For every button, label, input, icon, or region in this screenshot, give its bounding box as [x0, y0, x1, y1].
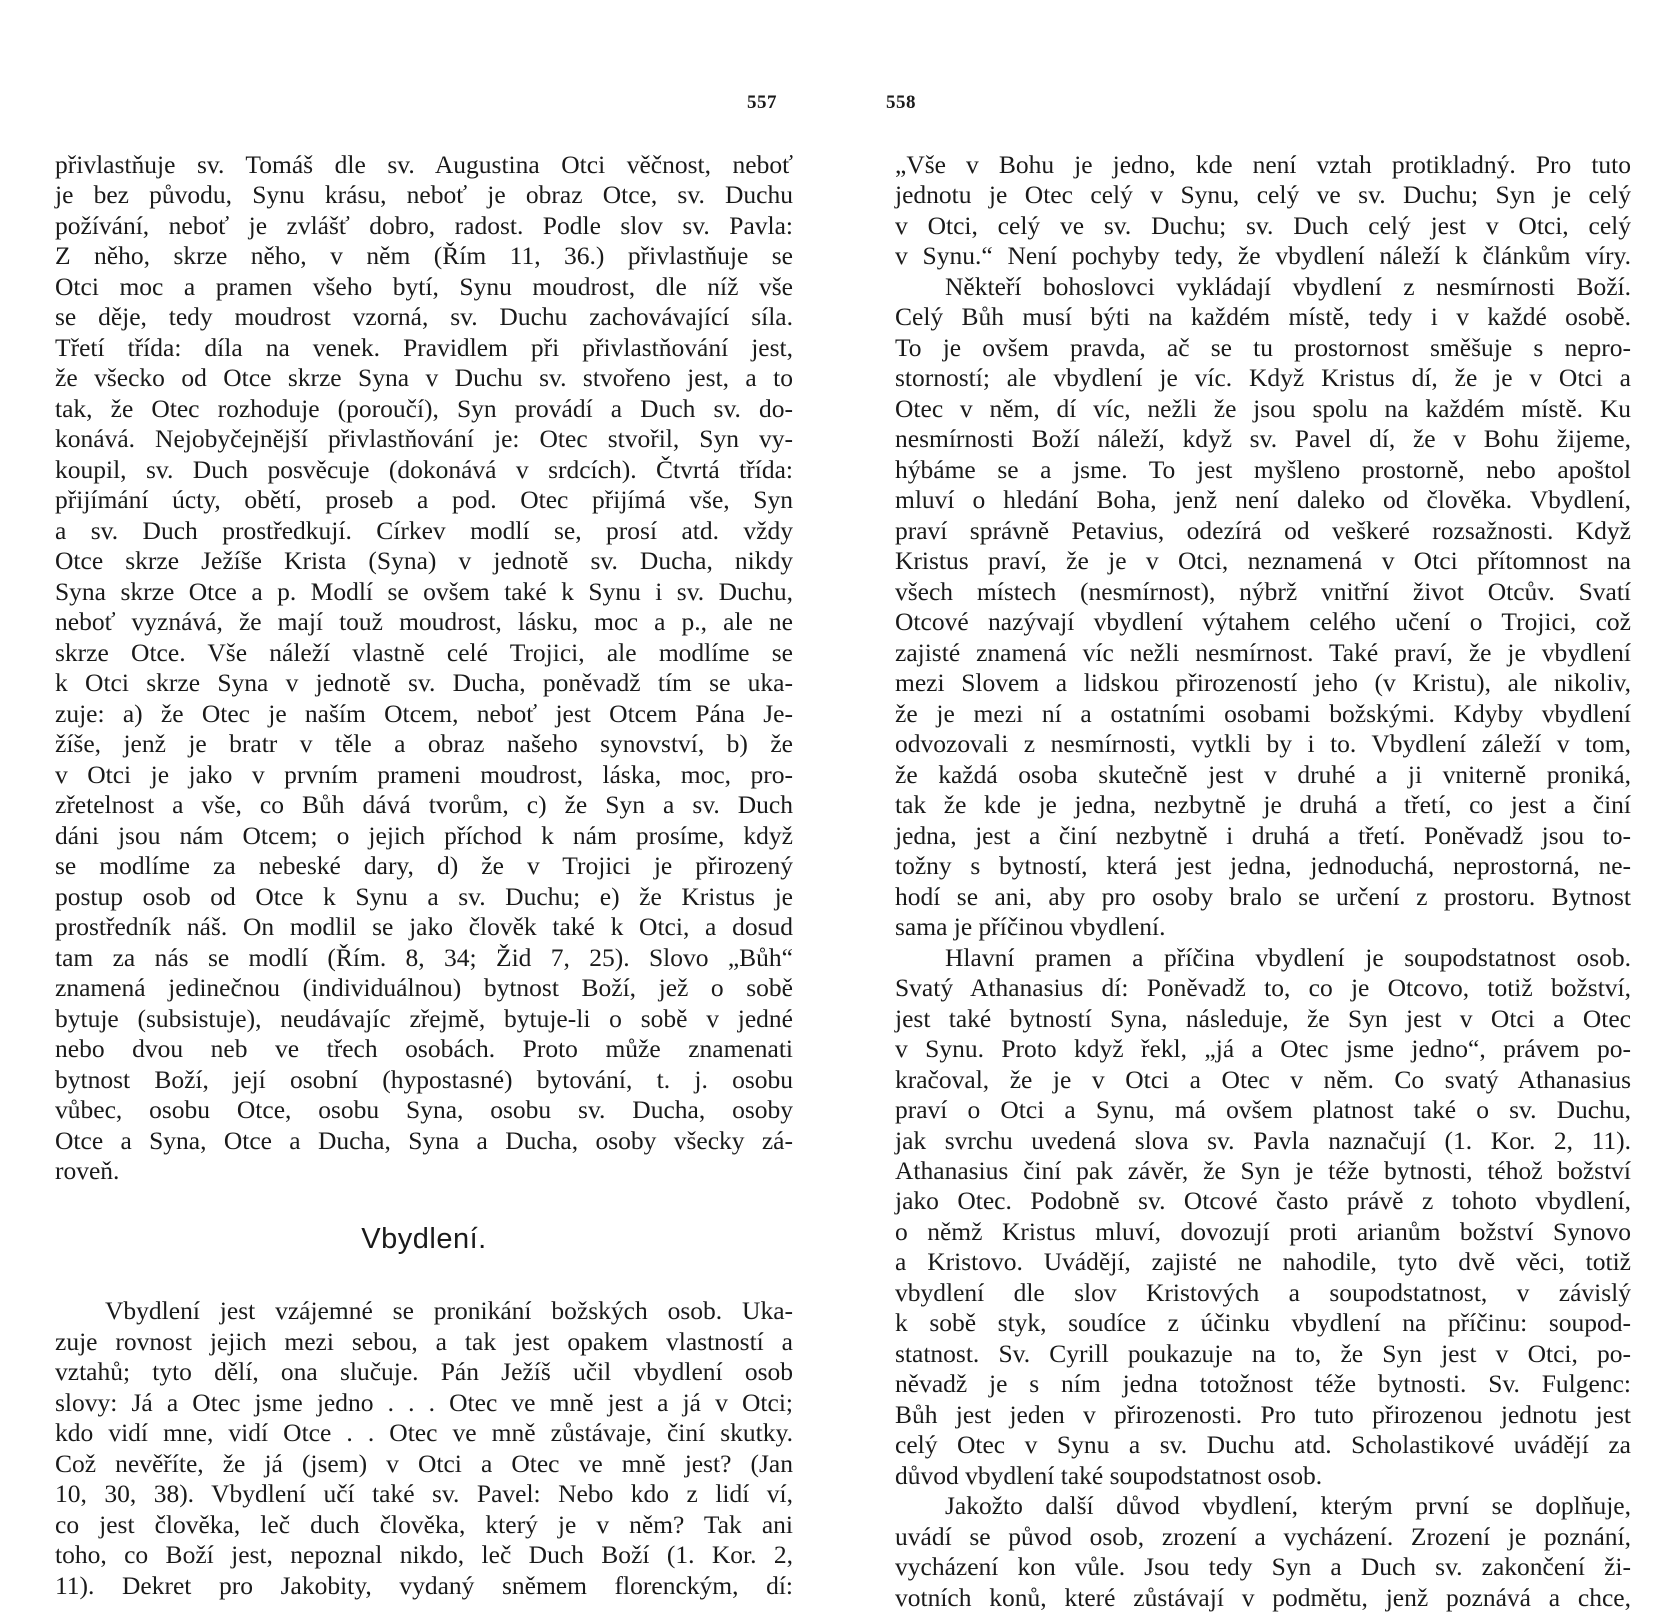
text-line: hýbáme se a jsme. To jest myšleno prostorně, nebo apoštol [895, 454, 1631, 484]
text-line: Otce a Syna, Otce a Ducha, Syna a Ducha, osoby všecky zá- [55, 1125, 793, 1155]
text-line: statnost. Sv. Cyrill poukazuje na to, že Syn jest v Otci, po- [895, 1338, 1631, 1368]
text-line: tam za nás se modlí (Řím. 8, 34; Žid 7, 25). Slovo „Bůh“ [55, 942, 793, 972]
text-line: vůbec, osobu Otce, osobu Syna, osobu sv. Ducha, osoby [55, 1095, 793, 1125]
text-line: k Otci skrze Syna v jednotě sv. Ducha, poněvadž tím se uka- [55, 668, 793, 698]
text-line: jak svrchu uvedená slova sv. Pavla naznačují (1. Kor. 2, 11). [895, 1125, 1631, 1155]
text-line: toho, co Boží jest, nepoznal nikdo, leč Duch Boží (1. Kor. 2, [55, 1540, 793, 1570]
text-line: je bez původu, Synu krásu, neboť je obraz Otce, sv. Duchu [55, 180, 793, 210]
text-line: přivlastňuje sv. Tomáš dle sv. Augustina Otci věčnost, neboť [55, 150, 793, 179]
text-line: Otec v něm, dí víc, nežli že jsou spolu na každém místě. Ku [895, 393, 1631, 423]
text-line: znamená jedinečnou (individuálnou) bytnost Boží, jež o sobě [55, 973, 793, 1003]
text-line: konává. Nejobyčejnější přivlastňování je: Otec stvořil, Syn vy- [55, 424, 793, 454]
text-line: jako Otec. Podobně sv. Otcové často právě z tohoto vbydlení, [895, 1186, 1631, 1216]
text-line: vycházení kon vůle. Jsou tedy Syn a Duch sv. zakončení ži- [895, 1552, 1631, 1582]
text-line: kdo vidí mne, vidí Otce . . Otec ve mně zůstávaje, činí skutky. [55, 1418, 793, 1448]
text-line: jedna, jest a činí nezbytně i druhá a třetí. Poněvadž jsou to- [895, 820, 1631, 850]
paragraph-attribution [55, 150, 793, 1186]
text-line: Celý Bůh musí býti na každém místě, tedy i v každé osobě. [895, 302, 1631, 332]
text-line: a Kristovo. Uvádějí, zajisté ne nahodile, tyto dvě věci, totiž [895, 1247, 1631, 1277]
text-line: roveň. [55, 1155, 120, 1185]
text-line: Syna skrze Otce a p. Modlí se ovšem také k Synu i sv. Duchu, [55, 576, 793, 606]
text-line: k sobě styk, soudíce z účinku vbydlení na příčinu: soupod- [895, 1308, 1631, 1338]
text-line: „Vše v Bohu je jedno, kde není vztah protikladný. Pro tuto [895, 150, 1631, 179]
text-line: Bůh jest jeden v přirozenosti. Pro tuto přirozenou jednotu jest [895, 1399, 1631, 1429]
text-line: Jakožto další důvod vbydlení, kterým první se doplňuje, [945, 1491, 1631, 1521]
text-line: žíše, jenž je bratr v těle a obraz našeho synovství, b) že [55, 729, 793, 759]
text-line: vztahů; tyto dělí, ona slučuje. Pán Ježíš učil vbydlení osob [55, 1357, 793, 1387]
text-line: že všecko od Otce skrze Syna v Duchu sv. stvořeno jest, a to [55, 363, 793, 393]
text-line: Kristus praví, že je v Otci, neznamená v Otci přítomnost na [895, 546, 1631, 576]
text-line: Otci moc a pramen všeho bytí, Synu moudrost, dle níž vše [55, 271, 793, 301]
paragraph-immensity [895, 272, 1631, 943]
text-line: co jest člověka, leč duch člověka, který je v něm? Tak ani [55, 1509, 793, 1539]
text-line: přijímání úcty, obětí, proseb a pod. Otec přijímá vše, Syn [55, 485, 793, 515]
text-line: že je mezi ní a ostatními osobami božskými. Kdyby vbydlení [895, 698, 1631, 728]
text-line: zuje: a) že Otec je naším Otcem, neboť jest Otcem Pána Je- [55, 698, 793, 728]
text-line: tožny s bytností, která jest jedna, jednoduchá, neprostorná, ne- [895, 851, 1631, 881]
text-line: nebo dvou neb ve třech osobách. Proto může znamenati [55, 1034, 793, 1064]
text-line: neboť vyznává, že mají touž moudrost, lásku, moc a p., ale ne [55, 607, 793, 637]
text-line: Vbydlení jest vzájemné se pronikání božských osob. Uka- [105, 1296, 793, 1326]
text-line: důvod vbydlení také soupodstatnost osob. [895, 1460, 1323, 1490]
text-line: Někteří bohoslovci vykládají vbydlení z nesmírnosti Boží. [945, 271, 1631, 301]
text-line: slovy: Já a Otec jsme jedno . . . Otec ve mně jest a já v Otci; [55, 1387, 793, 1417]
paragraph-consubstantiality [895, 943, 1631, 1492]
text-line: Třetí třída: díla na venek. Pravidlem při přivlastňování jest, [55, 332, 793, 362]
text-line: požívání, neboť je zvlášť dobro, radost. Podle slov sv. Pavla: [55, 210, 793, 240]
text-line: Svatý Athanasius dí: Poněvadž to, co je Otcovo, totiž božství, [895, 973, 1631, 1003]
text-line: kračoval, že je v Otci a Otec v něm. Co svatý Athanasius [895, 1064, 1631, 1094]
text-line: v Otci, celý ve sv. Duchu; sv. Duch celý jest v Otci, celý [895, 210, 1631, 240]
text-line: v Otci je jako v prvním prameni moudrost, láska, moc, pro- [55, 759, 793, 789]
text-line: sama je příčinou vbydlení. [895, 912, 1166, 942]
left-page-text-column [55, 150, 793, 1601]
text-line: v Synu. Proto když řekl, „já a Otec jsme jedno“, právem po- [895, 1034, 1631, 1064]
text-line: storností; ale vbydlení je víc. Když Kristus dí, že je v Otci a [895, 363, 1631, 393]
text-line: hodí se ani, aby pro osoby bralo se určení z prostoru. Bytnost [895, 881, 1631, 911]
text-line: To je ovšem pravda, ač se tu prostornost směšuje s nepro- [895, 332, 1631, 362]
text-line: jest také bytností Syna, následuje, že Syn jest v Otci a Otec [895, 1003, 1631, 1033]
text-line: se modlíme za nebeské dary, d) že v Trojici je přirozený [55, 851, 793, 881]
text-line: vbydlení dle slov Kristových a soupodstatnost, v závislý [895, 1277, 1631, 1307]
text-line: Otcové nazývají vbydlení výtahem celého učení o Trojici, což [895, 607, 1631, 637]
text-line: dáni jsou nám Otcem; o jejich příchod k nám prosíme, když [55, 820, 793, 850]
page-number-right: 558 [886, 92, 916, 113]
text-line: postup osob od Otce k Synu a sv. Duchu; e) že Kristus je [55, 881, 793, 911]
paragraph-origin-of-persons [895, 1491, 1631, 1613]
text-line: všech místech (nesmírnost), nýbrž vnitřní život Otcův. Svatí [895, 576, 1631, 606]
text-line: něvadž je s ním jedna totožnost téže bytnosti. Sv. Fulgenc: [895, 1369, 1631, 1399]
paragraph-vbydleni-intro [55, 1296, 793, 1601]
text-line: bytnost Boží, její osobní (hypostasné) bytování, t. j. osobu [55, 1064, 793, 1094]
text-line: nesmírnosti Boží náleží, když sv. Pavel dí, že v Bohu žijeme, [895, 424, 1631, 454]
text-line: praví správně Petavius, odezírá od veškeré rozsažnosti. Když [895, 515, 1631, 545]
text-line: votních konů, které zůstávají v podmětu, jenž poznává a chce, [895, 1582, 1631, 1612]
text-line: Athanasius činí pak závěr, že Syn je téže bytnosti, téhož božství [895, 1155, 1631, 1185]
page-number-left: 557 [747, 92, 777, 113]
text-line: koupil, sv. Duch posvěcuje (dokonává v srdcích). Čtvrtá třída: [55, 454, 793, 484]
text-line: v Synu.“ Není pochyby tedy, že vbydlení náleží k článkům víry. [895, 241, 1631, 271]
text-line: zřetelnost a vše, co Bůh dává tvorům, c) že Syn a sv. Duch [55, 790, 793, 820]
text-line: a sv. Duch prostředkují. Církev modlí se, prosí atd. vždy [55, 515, 793, 545]
text-line: že každá osoba skutečně jest v druhé a ji vniterně proniká, [895, 759, 1631, 789]
text-line: o němž Kristus mluví, dovozují proti arianům božství Synovo [895, 1216, 1631, 1246]
text-line: Z něho, skrze něho, v něm (Řím 11, 36.) přivlastňuje se [55, 241, 793, 271]
text-line: skrze Otce. Vše náleží vlastně celé Trojici, ale modlíme se [55, 637, 793, 667]
paragraph-decree-quote [895, 150, 1631, 272]
text-line: odvozovali z nesmírnosti, vytkli by i to. Vbydlení záleží v tom, [895, 729, 1631, 759]
text-line: Otce skrze Ježíše Krista (Syna) v jednotě sv. Ducha, nikdy [55, 546, 793, 576]
text-line: 11). Dekret pro Jakobity, vydaný sněmem florenckým, dí: [55, 1570, 793, 1600]
text-line: Což nevěříte, že já (jsem) v Otci a Otec ve mně jest? (Jan [55, 1448, 793, 1478]
text-line: Hlavní pramen a příčina vbydlení je soupodstatnost osob. [945, 942, 1631, 972]
text-line: jednotu je Otec celý v Synu, celý ve sv. Duchu; Syn je celý [895, 180, 1631, 210]
text-line: se děje, tedy moudrost vzorná, sv. Duchu zachovávající síla. [55, 302, 793, 332]
text-line: praví o Otci a Synu, má ovšem platnost také o sv. Duchu, [895, 1095, 1631, 1125]
text-line: tak, že Otec rozhoduje (poroučí), Syn provádí a Duch sv. do- [55, 393, 793, 423]
text-line: 10, 30, 38). Vbydlení učí také sv. Pavel: Nebo kdo z lidí ví, [55, 1479, 793, 1509]
text-line: uvádí se původ osob, zrození a vycházení. Zrození je poznání, [895, 1521, 1631, 1551]
text-line: mezi Slovem a lidskou přirozeností jeho (v Kristu), ale nikoliv, [895, 668, 1631, 698]
section-heading-vbydleni: Vbydlení. [361, 1223, 487, 1256]
text-line: tak že kde je jedna, nezbytně je druhá a třetí, co jest a činí [895, 790, 1631, 820]
text-line: zajisté znamená víc nežli nesmírnost. Také praví, že je vbydlení [895, 637, 1631, 667]
text-line: bytuje (subsistuje), neudávajíc zřejmě, bytuje-li o sobě v jedné [55, 1003, 793, 1033]
text-line: prostředník náš. On modlil se jako člověk také k Otci, a dosud [55, 912, 793, 942]
text-line: mluví o hledání Boha, jenž není daleko od člověka. Vbydlení, [895, 485, 1631, 515]
text-line: celý Otec v Synu a sv. Duchu atd. Scholastikové uvádějí za [895, 1430, 1631, 1460]
right-page-text-column [895, 150, 1631, 1613]
text-line: zuje rovnost jejich mezi sebou, a tak jest opakem vlastností a [55, 1326, 793, 1356]
